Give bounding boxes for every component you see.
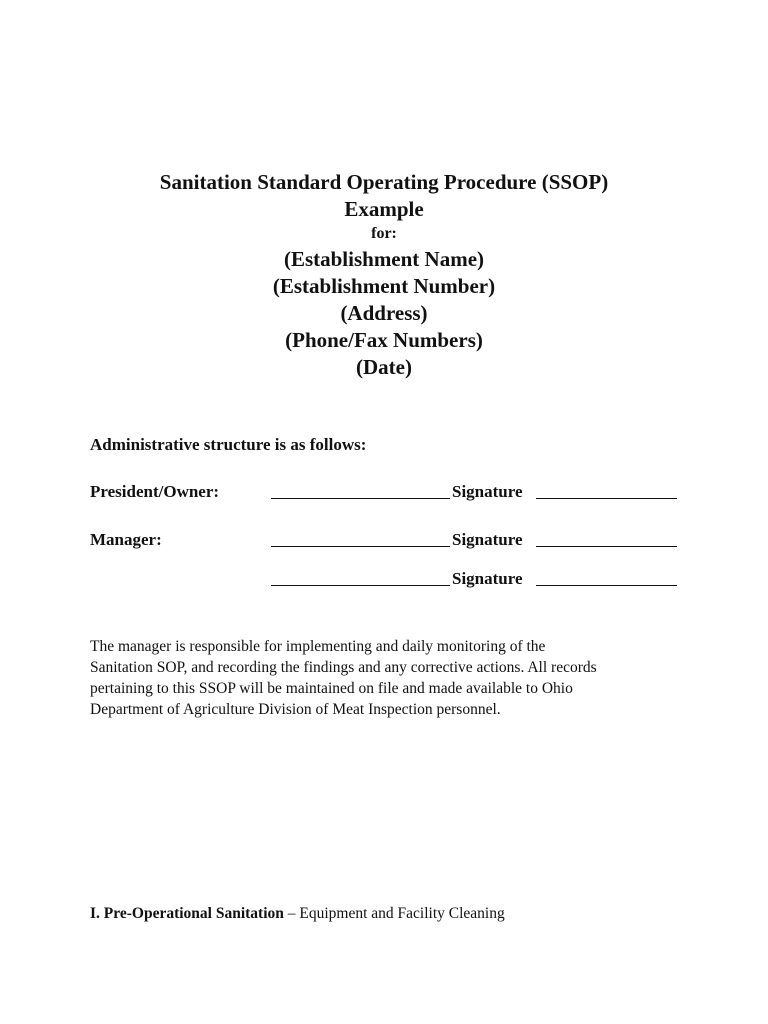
signature-label: Signature [452, 530, 523, 549]
document-for-label: for: [371, 225, 397, 242]
responsibility-paragraph [90, 636, 690, 720]
role-label: President/Owner: [90, 482, 220, 501]
signature-label: Signature [452, 482, 523, 501]
establishment-number-placeholder: (Establishment Number) [272, 274, 496, 298]
document-subtitle: Example [344, 197, 424, 221]
establishment-name-placeholder: (Establishment Name) [283, 247, 485, 271]
role-label: Manager: [90, 530, 162, 549]
phone-fax-placeholder: (Phone/Fax Numbers) [285, 328, 483, 352]
section-heading-bold: I. Pre-Operational Sanitation [90, 905, 284, 922]
address-placeholder: (Address) [340, 301, 428, 325]
admin-structure-heading: Administrative structure is as follows: [90, 435, 367, 454]
paragraph-line: Department of Agriculture Division of Meat Inspection personnel. [90, 701, 501, 718]
signature-blank-line [536, 585, 677, 586]
signature-row-manager [90, 530, 690, 552]
name-blank-line [271, 546, 450, 547]
signature-label: Signature [452, 569, 523, 588]
signature-row-president [90, 482, 690, 504]
date-placeholder: (Date) [356, 355, 412, 379]
signature-blank-line [536, 546, 677, 547]
section-heading-rest: – Equipment and Facility Cleaning [283, 905, 505, 922]
section-heading-pre-operational [90, 905, 505, 923]
paragraph-line: pertaining to this SSOP will be maintained on file and made available to Ohio [90, 680, 573, 697]
document-title: Sanitation Standard Operating Procedure (SSOP) [159, 170, 609, 194]
name-blank-line [271, 498, 450, 499]
name-blank-line [271, 585, 450, 586]
paragraph-line: Sanitation SOP, and recording the findings and any corrective actions. All records [90, 659, 597, 676]
paragraph-line: The manager is responsible for implementing and daily monitoring of the [90, 638, 546, 655]
signature-row-additional [90, 569, 690, 591]
signature-blank-line [536, 498, 677, 499]
